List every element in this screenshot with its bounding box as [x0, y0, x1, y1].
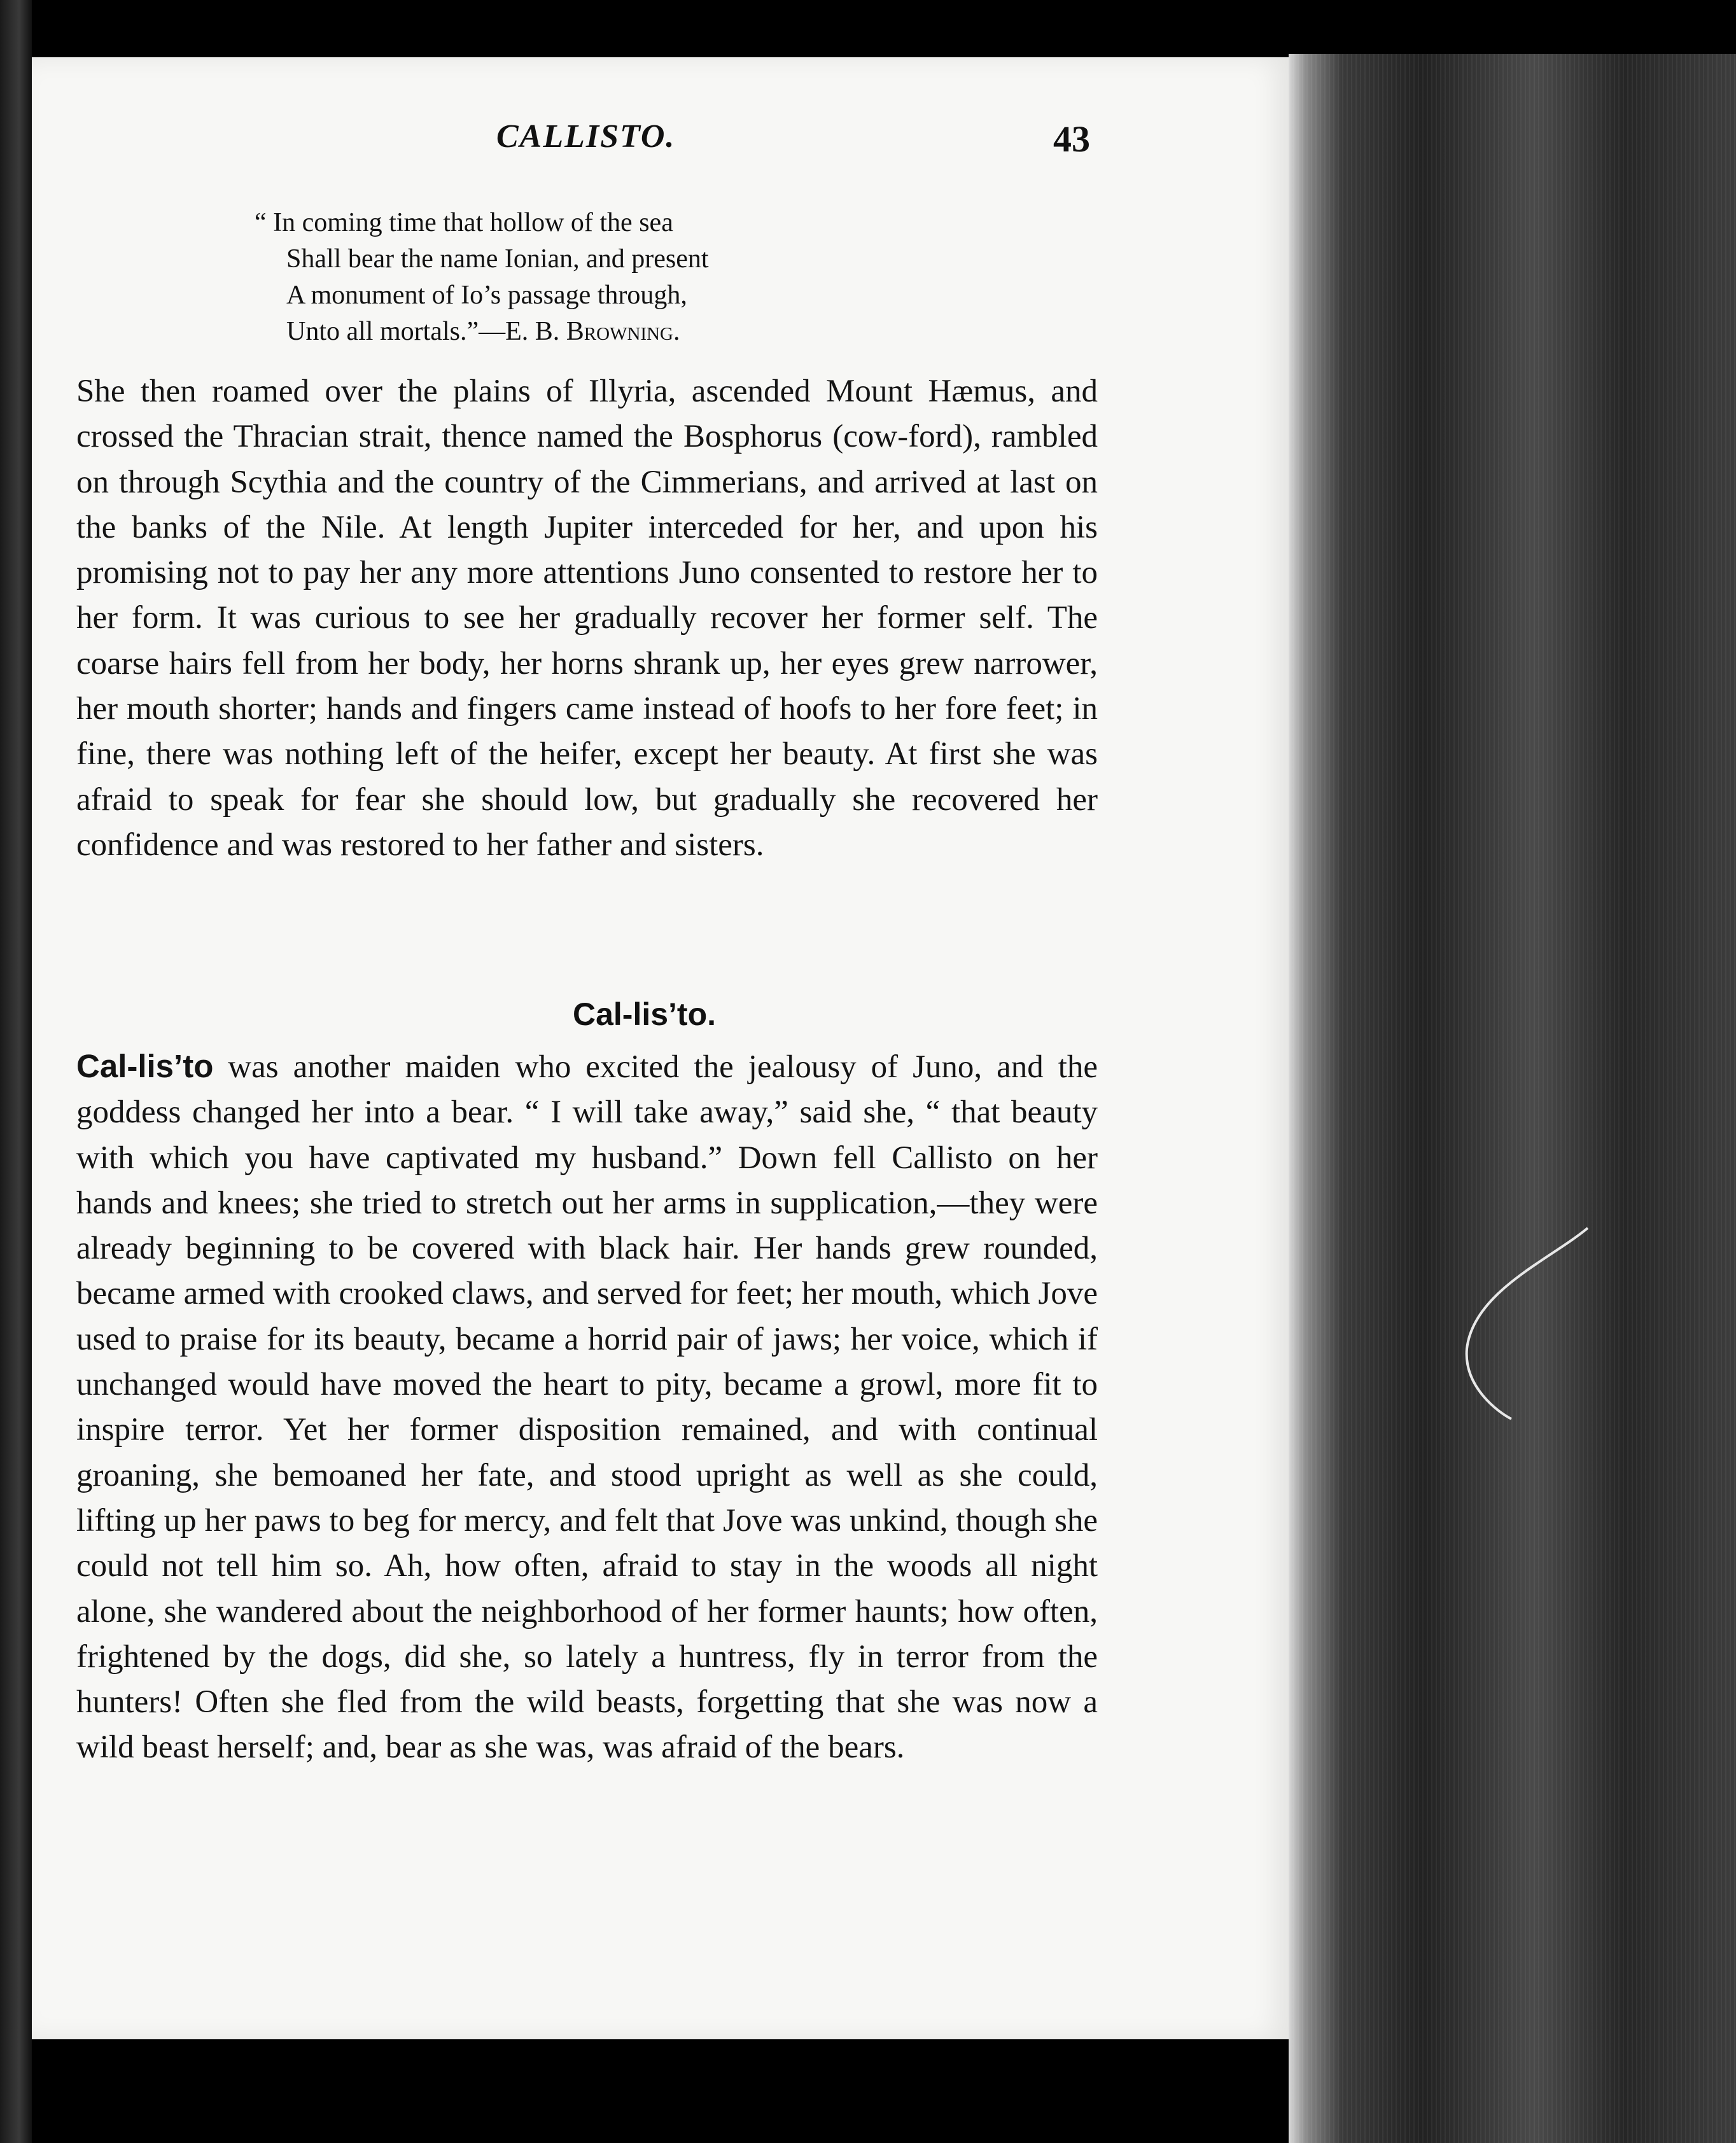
lead-term: Cal-lis’to [76, 1048, 214, 1084]
epigraph-attribution: Browning. [566, 317, 680, 346]
paragraph-callisto-body: was another maiden who excited the jealousy of Juno, and the goddess changed her into a bear. “ I will take away,” said she, “ that beauty with which you have captivated my husband.” Down fell Callisto on her hands and knees; she tried to stretch out her arms in supplication,—they were already beginning to be covered with black hair. Her hands grew rounded, became armed with crooked claws, and served for feet; her mouth, which Jove used to praise for its beauty, became a horrid pair of jaws; her voice, which if unchanged would have moved the heart to pity, became a growl, more fit to inspire terror. Yet her former disposition remained, and with continual groaning, she bemoaned her fate, and stood upright as well as she could, lifting up her paws to beg for mercy, and felt that Jove was unkind, though she could not tell him so. Ah, how often, afraid to stay in the woods all night alone, she wandered about the neighborhood of her former haunts; how often, frightened by the dogs, did she, so lately a huntress, fly in terror from the hunters! Often she fled from the wild beasts, forgetting that she was now a wild beast herself; and, bear as she was, was afraid of the bears. [76, 1049, 1098, 1766]
section-heading: Cal-lis’to. [572, 996, 717, 1032]
epigraph-line: “ In coming time that hollow of the sea [255, 208, 673, 237]
epigraph-line: Shall bear the name Ionian, and present [286, 244, 709, 274]
epigraph-line [255, 314, 709, 350]
scan-left-edge [0, 0, 32, 2143]
page-number: 43 [1053, 118, 1090, 160]
running-title: CALLISTO. [496, 118, 676, 155]
page-edge-thread [1454, 1222, 1594, 1425]
book-page-edge [1289, 54, 1736, 2143]
epigraph-line-text: Unto all mortals.”—E. B. [286, 317, 566, 346]
epigraph-line: A monument of Io’s passage through, [286, 281, 687, 310]
epigraph [255, 205, 709, 350]
paragraph-callisto [76, 1044, 1098, 1771]
paragraph-io: She then roamed over the plains of Illyria, ascended Mount Hæmus, and crossed the Thracian strait, thence named the Bosphorus (cow-ford), rambled on through Scythia and the country of the Cimmerians, and arrived at last on the banks of the Nile. At length Jupiter interceded for her, and upon his promising not to pay her any more attentions Juno consented to restore her to her form. It was curious to see her gradually recover her former self. The coarse hairs fell from her body, her horns shrank up, her eyes grew narrower, her mouth shorter; hands and fingers came instead of hoofs to her fore feet; in fine, there was nothing left of the heifer, except her beauty. At first she was afraid to speak for fear she should low, but gradually she recovered her confidence and was restored to her father and sisters. [76, 373, 1098, 863]
